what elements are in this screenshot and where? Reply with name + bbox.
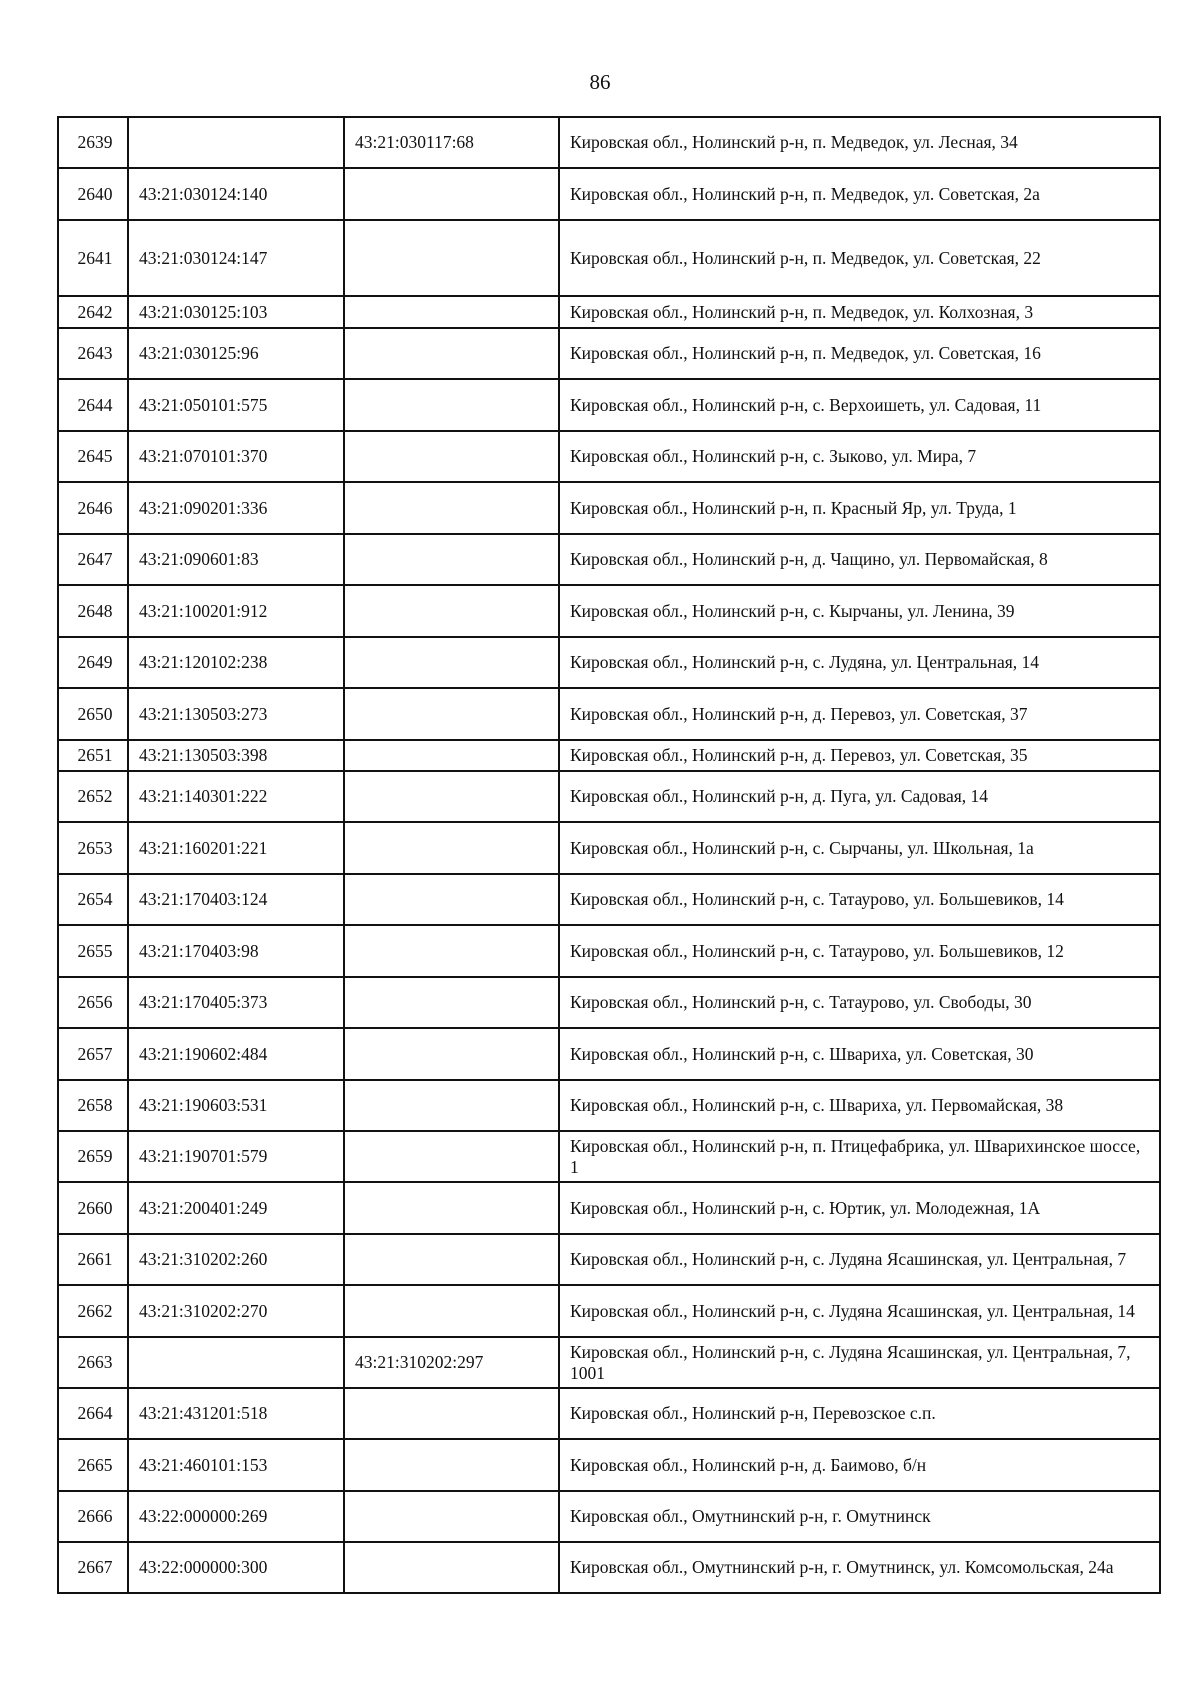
cadastral-number-cell: 43:21:090201:336 <box>128 482 344 534</box>
cadastral-number-alt-cell <box>344 822 559 874</box>
address-cell: Кировская обл., Нолинский р-н, с. Кырчаны, ул. Ленина, 39 <box>559 585 1160 637</box>
table-row <box>58 1028 1160 1080</box>
cadastral-number-alt-cell <box>344 740 559 771</box>
cadastral-number-alt-cell <box>344 1131 559 1182</box>
table-row <box>58 1542 1160 1593</box>
address-cell: Кировская обл., Нолинский р-н, п. Птицефабрика, ул. Шварихинское шоссе, 1 <box>559 1131 1160 1182</box>
table-row <box>58 328 1160 379</box>
cadastral-number-cell: 43:21:200401:249 <box>128 1182 344 1234</box>
row-number-cell: 2657 <box>58 1028 128 1080</box>
page-number: 86 <box>589 70 611 94</box>
cadastral-number-cell: 43:21:100201:912 <box>128 585 344 637</box>
row-number-cell: 2660 <box>58 1182 128 1234</box>
address-cell: Кировская обл., Нолинский р-н, с. Сырчаны, ул. Школьная, 1а <box>559 822 1160 874</box>
cadastral-number-cell: 43:21:030125:96 <box>128 328 344 379</box>
address-cell: Кировская обл., Нолинский р-н, с. Татаурово, ул. Большевиков, 14 <box>559 874 1160 925</box>
registry-table-body <box>58 117 1160 1593</box>
cadastral-number-cell: 43:21:130503:398 <box>128 740 344 771</box>
cadastral-number-cell <box>128 117 344 168</box>
row-number-cell: 2647 <box>58 534 128 585</box>
cadastral-number-alt-cell <box>344 1388 559 1439</box>
cadastral-number-cell: 43:21:310202:260 <box>128 1234 344 1285</box>
address-cell: Кировская обл., Нолинский р-н, п. Медведок, ул. Советская, 22 <box>559 220 1160 296</box>
cadastral-number-cell: 43:21:120102:238 <box>128 637 344 688</box>
table-row <box>58 220 1160 296</box>
address-cell: Кировская обл., Нолинский р-н, п. Медведок, ул. Колхозная, 3 <box>559 296 1160 328</box>
row-number-cell: 2644 <box>58 379 128 431</box>
row-number-cell: 2642 <box>58 296 128 328</box>
table-row <box>58 1234 1160 1285</box>
cadastral-number-cell: 43:21:170405:373 <box>128 977 344 1028</box>
row-number-cell: 2662 <box>58 1285 128 1337</box>
row-number-cell: 2651 <box>58 740 128 771</box>
row-number-cell: 2643 <box>58 328 128 379</box>
registry-table <box>57 116 1161 1594</box>
cadastral-number-alt-cell: 43:21:030117:68 <box>344 117 559 168</box>
table-row <box>58 431 1160 482</box>
cadastral-number-alt-cell <box>344 220 559 296</box>
row-number-cell: 2640 <box>58 168 128 220</box>
table-row <box>58 379 1160 431</box>
table-row <box>58 296 1160 328</box>
cadastral-number-cell: 43:21:431201:518 <box>128 1388 344 1439</box>
address-cell: Кировская обл., Нолинский р-н, с. Лудяна Ясашинская, ул. Центральная, 7 <box>559 1234 1160 1285</box>
address-cell: Кировская обл., Нолинский р-н, с. Швариха, ул. Первомайская, 38 <box>559 1080 1160 1131</box>
address-cell: Кировская обл., Нолинский р-н, с. Татаурово, ул. Большевиков, 12 <box>559 925 1160 977</box>
table-row <box>58 585 1160 637</box>
row-number-cell: 2648 <box>58 585 128 637</box>
cadastral-number-cell: 43:21:050101:575 <box>128 379 344 431</box>
row-number-cell: 2664 <box>58 1388 128 1439</box>
address-cell: Кировская обл., Омутнинский р-н, г. Омутнинск <box>559 1491 1160 1542</box>
table-row <box>58 168 1160 220</box>
cadastral-number-alt-cell <box>344 977 559 1028</box>
table-row <box>58 1491 1160 1542</box>
cadastral-number-alt-cell <box>344 1234 559 1285</box>
table-row <box>58 482 1160 534</box>
cadastral-number-alt-cell <box>344 379 559 431</box>
row-number-cell: 2645 <box>58 431 128 482</box>
cadastral-number-alt-cell <box>344 534 559 585</box>
table-row <box>58 534 1160 585</box>
address-cell: Кировская обл., Нолинский р-н, Перевозское с.п. <box>559 1388 1160 1439</box>
address-cell: Кировская обл., Нолинский р-н, п. Медведок, ул. Советская, 2а <box>559 168 1160 220</box>
table-row <box>58 822 1160 874</box>
cadastral-number-cell: 43:21:160201:221 <box>128 822 344 874</box>
cadastral-number-alt-cell <box>344 482 559 534</box>
table-row <box>58 874 1160 925</box>
address-cell: Кировская обл., Нолинский р-н, с. Верхоишеть, ул. Садовая, 11 <box>559 379 1160 431</box>
cadastral-number-cell: 43:21:130503:273 <box>128 688 344 740</box>
address-cell: Кировская обл., Нолинский р-н, с. Лудяна Ясашинская, ул. Центральная, 7, 1001 <box>559 1337 1160 1388</box>
cadastral-number-alt-cell <box>344 328 559 379</box>
row-number-cell: 2649 <box>58 637 128 688</box>
address-cell: Кировская обл., Нолинский р-н, д. Перевоз, ул. Советская, 37 <box>559 688 1160 740</box>
table-row <box>58 925 1160 977</box>
cadastral-number-alt-cell <box>344 168 559 220</box>
address-cell: Кировская обл., Нолинский р-н, д. Чащино, ул. Первомайская, 8 <box>559 534 1160 585</box>
table-row <box>58 740 1160 771</box>
row-number-cell: 2653 <box>58 822 128 874</box>
row-number-cell: 2655 <box>58 925 128 977</box>
cadastral-number-cell: 43:21:190602:484 <box>128 1028 344 1080</box>
row-number-cell: 2656 <box>58 977 128 1028</box>
address-cell: Кировская обл., Нолинский р-н, с. Швариха, ул. Советская, 30 <box>559 1028 1160 1080</box>
address-cell: Кировская обл., Нолинский р-н, с. Юртик, ул. Молодежная, 1А <box>559 1182 1160 1234</box>
cadastral-number-alt-cell <box>344 688 559 740</box>
cadastral-number-alt-cell <box>344 637 559 688</box>
table-row <box>58 637 1160 688</box>
row-number-cell: 2641 <box>58 220 128 296</box>
cadastral-number-alt-cell <box>344 296 559 328</box>
cadastral-number-alt-cell <box>344 431 559 482</box>
row-number-cell: 2652 <box>58 771 128 822</box>
address-cell: Кировская обл., Нолинский р-н, с. Зыково, ул. Мира, 7 <box>559 431 1160 482</box>
cadastral-number-alt-cell <box>344 1542 559 1593</box>
cadastral-number-alt-cell <box>344 1182 559 1234</box>
cadastral-number-alt-cell <box>344 1491 559 1542</box>
cadastral-number-cell: 43:21:030125:103 <box>128 296 344 328</box>
address-cell: Кировская обл., Нолинский р-н, д. Баимово, б/н <box>559 1439 1160 1491</box>
table-row <box>58 1388 1160 1439</box>
address-cell: Кировская обл., Омутнинский р-н, г. Омутнинск, ул. Комсомольская, 24а <box>559 1542 1160 1593</box>
row-number-cell: 2666 <box>58 1491 128 1542</box>
cadastral-number-alt-cell: 43:21:310202:297 <box>344 1337 559 1388</box>
address-cell: Кировская обл., Нолинский р-н, д. Пуга, ул. Садовая, 14 <box>559 771 1160 822</box>
cadastral-number-cell: 43:21:170403:124 <box>128 874 344 925</box>
address-cell: Кировская обл., Нолинский р-н, с. Татаурово, ул. Свободы, 30 <box>559 977 1160 1028</box>
row-number-cell: 2646 <box>58 482 128 534</box>
cadastral-number-cell: 43:21:190603:531 <box>128 1080 344 1131</box>
cadastral-number-cell: 43:21:310202:270 <box>128 1285 344 1337</box>
table-row <box>58 1182 1160 1234</box>
row-number-cell: 2665 <box>58 1439 128 1491</box>
address-cell: Кировская обл., Нолинский р-н, с. Лудяна Ясашинская, ул. Центральная, 14 <box>559 1285 1160 1337</box>
cadastral-number-cell: 43:22:000000:269 <box>128 1491 344 1542</box>
cadastral-number-cell: 43:22:000000:300 <box>128 1542 344 1593</box>
row-number-cell: 2667 <box>58 1542 128 1593</box>
cadastral-number-cell <box>128 1337 344 1388</box>
row-number-cell: 2654 <box>58 874 128 925</box>
cadastral-number-alt-cell <box>344 1028 559 1080</box>
cadastral-number-cell: 43:21:070101:370 <box>128 431 344 482</box>
cadastral-number-alt-cell <box>344 874 559 925</box>
table-row <box>58 1080 1160 1131</box>
table-row <box>58 1285 1160 1337</box>
cadastral-number-cell: 43:21:170403:98 <box>128 925 344 977</box>
address-cell: Кировская обл., Нолинский р-н, п. Медведок, ул. Советская, 16 <box>559 328 1160 379</box>
cadastral-number-cell: 43:21:460101:153 <box>128 1439 344 1491</box>
cadastral-number-cell: 43:21:190701:579 <box>128 1131 344 1182</box>
cadastral-number-alt-cell <box>344 771 559 822</box>
table-row <box>58 1131 1160 1182</box>
table-row <box>58 1337 1160 1388</box>
cadastral-number-alt-cell <box>344 585 559 637</box>
table-row <box>58 771 1160 822</box>
address-cell: Кировская обл., Нолинский р-н, д. Перевоз, ул. Советская, 35 <box>559 740 1160 771</box>
cadastral-number-cell: 43:21:030124:140 <box>128 168 344 220</box>
cadastral-number-cell: 43:21:090601:83 <box>128 534 344 585</box>
cadastral-number-cell: 43:21:140301:222 <box>128 771 344 822</box>
table-row <box>58 1439 1160 1491</box>
row-number-cell: 2661 <box>58 1234 128 1285</box>
row-number-cell: 2658 <box>58 1080 128 1131</box>
cadastral-number-alt-cell <box>344 1080 559 1131</box>
table-row <box>58 977 1160 1028</box>
cadastral-number-alt-cell <box>344 1439 559 1491</box>
cadastral-number-cell: 43:21:030124:147 <box>128 220 344 296</box>
address-cell: Кировская обл., Нолинский р-н, п. Медведок, ул. Лесная, 34 <box>559 117 1160 168</box>
row-number-cell: 2659 <box>58 1131 128 1182</box>
row-number-cell: 2639 <box>58 117 128 168</box>
table-row <box>58 688 1160 740</box>
address-cell: Кировская обл., Нолинский р-н, с. Лудяна, ул. Центральная, 14 <box>559 637 1160 688</box>
cadastral-number-alt-cell <box>344 1285 559 1337</box>
address-cell: Кировская обл., Нолинский р-н, п. Красный Яр, ул. Труда, 1 <box>559 482 1160 534</box>
table-row <box>58 117 1160 168</box>
cadastral-number-alt-cell <box>344 925 559 977</box>
row-number-cell: 2650 <box>58 688 128 740</box>
row-number-cell: 2663 <box>58 1337 128 1388</box>
